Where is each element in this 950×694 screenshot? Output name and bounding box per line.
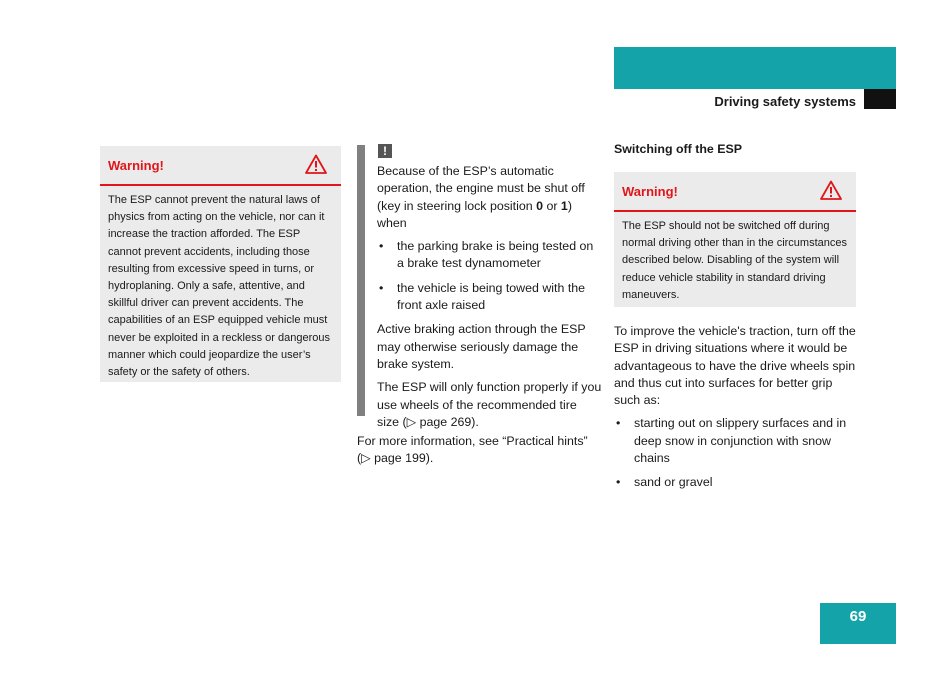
- list-item: • the vehicle is being towed with the front axle raised: [377, 280, 602, 315]
- warning-title: Warning!: [108, 158, 164, 173]
- key-position-0: 0: [536, 198, 543, 213]
- list-item: • sand or gravel: [614, 474, 859, 491]
- notice-intro-end: ) when: [377, 198, 572, 230]
- traction-paragraph: To improve the vehicle's traction, turn off the ESP in driving situations where it would be advantageous to have the drive wheels spin and thus cut into surfaces for better grip such as:: [614, 324, 856, 408]
- notice-intro: [377, 163, 602, 232]
- warning-triangle-icon: [820, 180, 842, 205]
- notice-paragraph: The ESP will only function properly if you use wheels of the recommended tire size (▷ page 269).: [377, 380, 602, 429]
- list-item: • the parking brake is being tested on a brake test dynamometer: [377, 238, 602, 273]
- more-info-reference: For more information, see “Practical hints” (▷ page 199).: [357, 434, 588, 466]
- notice-bullet-list: [377, 238, 602, 314]
- right-column-content: [614, 323, 859, 499]
- traction-bullet-list: [614, 415, 859, 491]
- notice-intro-text: Because of the ESP’s automatic operation, the engine must be shut off (key in steering lock position: [377, 164, 585, 213]
- warning-header: [614, 172, 856, 212]
- list-item: • starting out on slippery surfaces and in deep snow in conjunction with snow chains: [614, 415, 859, 467]
- notice-intro-or: or: [543, 198, 561, 213]
- notice-sidebar: [357, 145, 365, 416]
- page-number: 69: [849, 608, 867, 625]
- page-number-box: [820, 603, 896, 644]
- key-position-1: 1: [560, 198, 568, 213]
- section-title: Safety and Security: [712, 112, 856, 129]
- warning-box-esp-limits: [100, 146, 341, 382]
- warning-header: [100, 146, 341, 186]
- chapter-tab-marker: [864, 89, 896, 109]
- warning-triangle-icon: [305, 154, 327, 179]
- warning-text: The ESP cannot prevent the natural laws of physics from acting on the vehicle, nor can it increase the traction afforded. The ESP cannot prevent accidents, including those resulting from excessive speed in turns, or hydroplaning. Only a safe, attentive, and skillful driver can prevent accidents. The capabilities of an ESP equipped vehicle must never be exploited in a reckless or dangerous manner which could jeopardize the user’s safety or the safety of others.: [108, 194, 330, 379]
- notice-content: [377, 163, 602, 437]
- warning-box-esp-switch-off: [614, 172, 856, 307]
- subsection-title: Driving safety systems: [714, 94, 856, 109]
- switching-off-esp-heading: Switching off the ESP: [614, 142, 743, 156]
- warning-text: The ESP should not be switched off during normal driving other than in the circumstances described below. Disabling of the system will reduce vehicle stability in standard driving maneuvers.: [622, 220, 847, 301]
- notice-exclamation-icon: !: [378, 144, 392, 158]
- warning-title: Warning!: [622, 184, 678, 199]
- notice-paragraph: Active braking action through the ESP may otherwise seriously damage the brake system.: [377, 322, 586, 371]
